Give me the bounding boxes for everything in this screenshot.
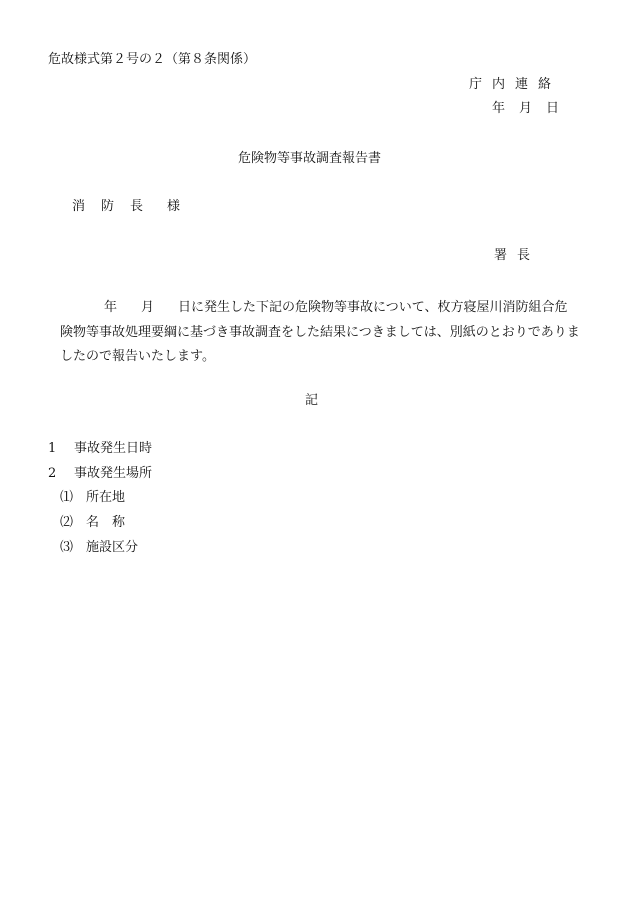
date-line [492,102,573,115]
form-number: 危故様式第２号の２（第８条関係） [48,52,257,67]
body-month-label: 月 [141,300,155,315]
sub-list-item-label: 所在地 [86,490,126,505]
list-item [48,467,152,480]
sender-label: 署長 [494,248,541,263]
sub-list-item [60,491,125,504]
sub-list-item-number: ⑶ [60,540,74,555]
list-item-label: 事故発生場所 [74,466,153,481]
body-text: 日に発生した下記の危険物等事故について、枚方寝屋川消防組合危険物等事故処理要綱に基づき事故調査をした結果につきましては、別紙のとおりでありましたので報告いたします。 [60,300,580,364]
list-item [48,442,152,455]
sub-list-item-label: 施設区分 [86,540,139,555]
date-day-label: 日 [546,101,560,116]
document-title: 危険物等事故調査報告書 [238,151,382,166]
sub-list-item [60,541,138,554]
addressee [72,200,180,213]
addressee-part-1: 消 [72,199,86,214]
list-item-number: 2 [48,466,57,481]
list-item-label: 事故発生日時 [74,441,153,456]
sub-list-item-number: ⑴ [60,490,74,505]
body-year-label: 年 [104,300,118,315]
addressee-part-3: 長 [130,199,144,214]
sub-list-item [60,516,125,529]
date-month-label: 月 [519,101,533,116]
addressee-honorific: 様 [167,199,181,214]
sub-list-item-label: 名 称 [86,515,126,530]
ki-heading: 記 [305,393,319,408]
date-year-label: 年 [492,101,506,116]
department-label: 庁内連絡 [469,77,562,92]
list-item-number: 1 [48,441,57,456]
sub-list-item-number: ⑵ [60,515,74,530]
report-body-paragraph [60,296,580,370]
addressee-part-2: 防 [101,199,115,214]
